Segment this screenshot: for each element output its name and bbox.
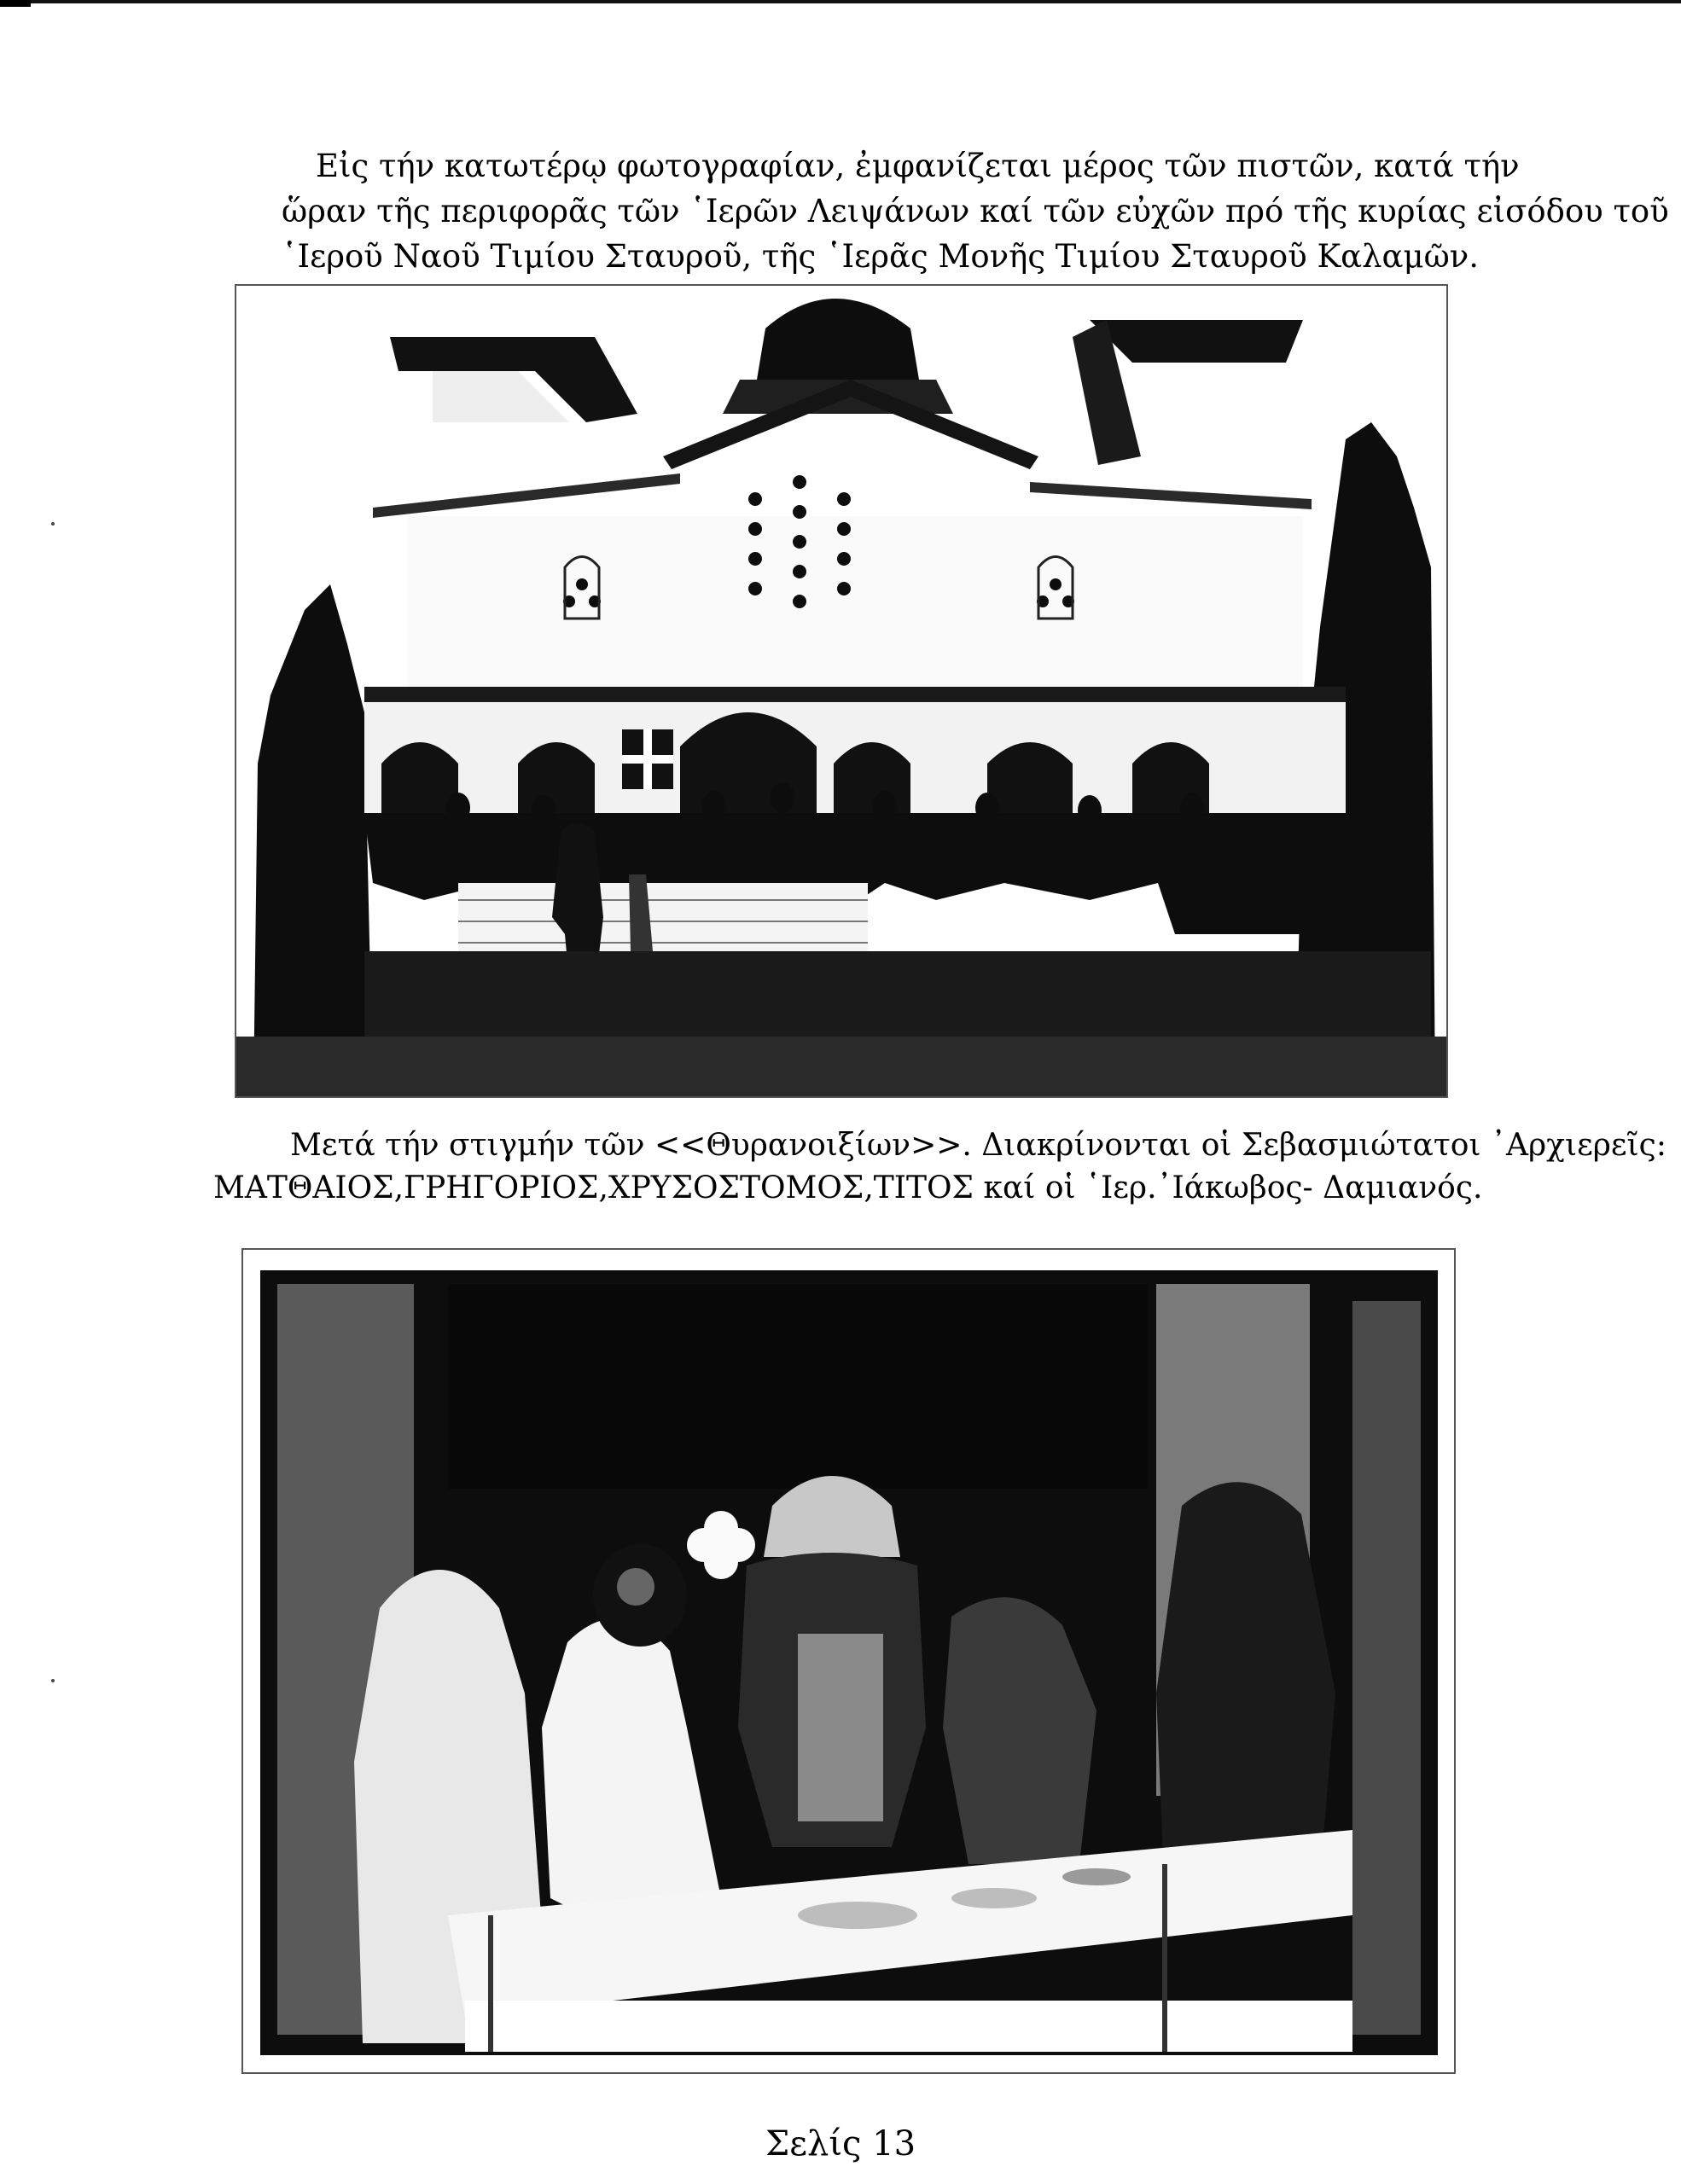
church-exterior-photo	[235, 284, 1448, 1098]
church-exterior-image	[236, 286, 1446, 1096]
intro-paragraph-line: ῾Ιεροῦ Ναοῦ Τιμίου Σταυροῦ, τῆς ῾Ιερᾶς Μονῆς Τιμίου Σταυροῦ Καλαμῶν.	[282, 238, 1480, 275]
caption-line: Μετά τήν στιγμήν τῶν <<Θυρανοιξίων>>. Διακρίνονται οἱ Σεβασμιώτατοι ᾿Αρχιερεῖς:	[290, 1128, 1666, 1163]
intro-paragraph	[282, 143, 1669, 279]
intro-paragraph-line: ὥραν τῆς περιφορᾶς τῶν ῾Ιερῶν Λειψάνων καί τῶν εὐχῶν πρό τῆς κυρίας εἰσόδου τοῦ	[282, 193, 1669, 229]
clergy-interior-image	[243, 1250, 1454, 2072]
margin-speck	[51, 1679, 55, 1682]
top-corner-mark	[0, 0, 31, 7]
margin-speck	[51, 522, 55, 526]
photo-caption	[213, 1124, 1666, 1210]
clergy-interior-photo	[241, 1248, 1456, 2074]
top-border-rule	[0, 0, 1681, 3]
caption-line: ΜΑΤΘΑΙΟΣ,ΓΡΗΓΟΡΙΟΣ,ΧΡΥΣΟΣΤΟΜΟΣ,ΤΙΤΟΣ καί οἱ ῾Ιερ.᾿Ιάκωβος- Δαμιανός.	[213, 1170, 1483, 1205]
page-number: Σελίς 13	[765, 2124, 916, 2164]
intro-paragraph-line: Εἰς τήν κατωτέρῳ φωτογραφίαν, ἐμφανίζεται μέρος τῶν πιστῶν, κατά τήν	[316, 148, 1520, 184]
